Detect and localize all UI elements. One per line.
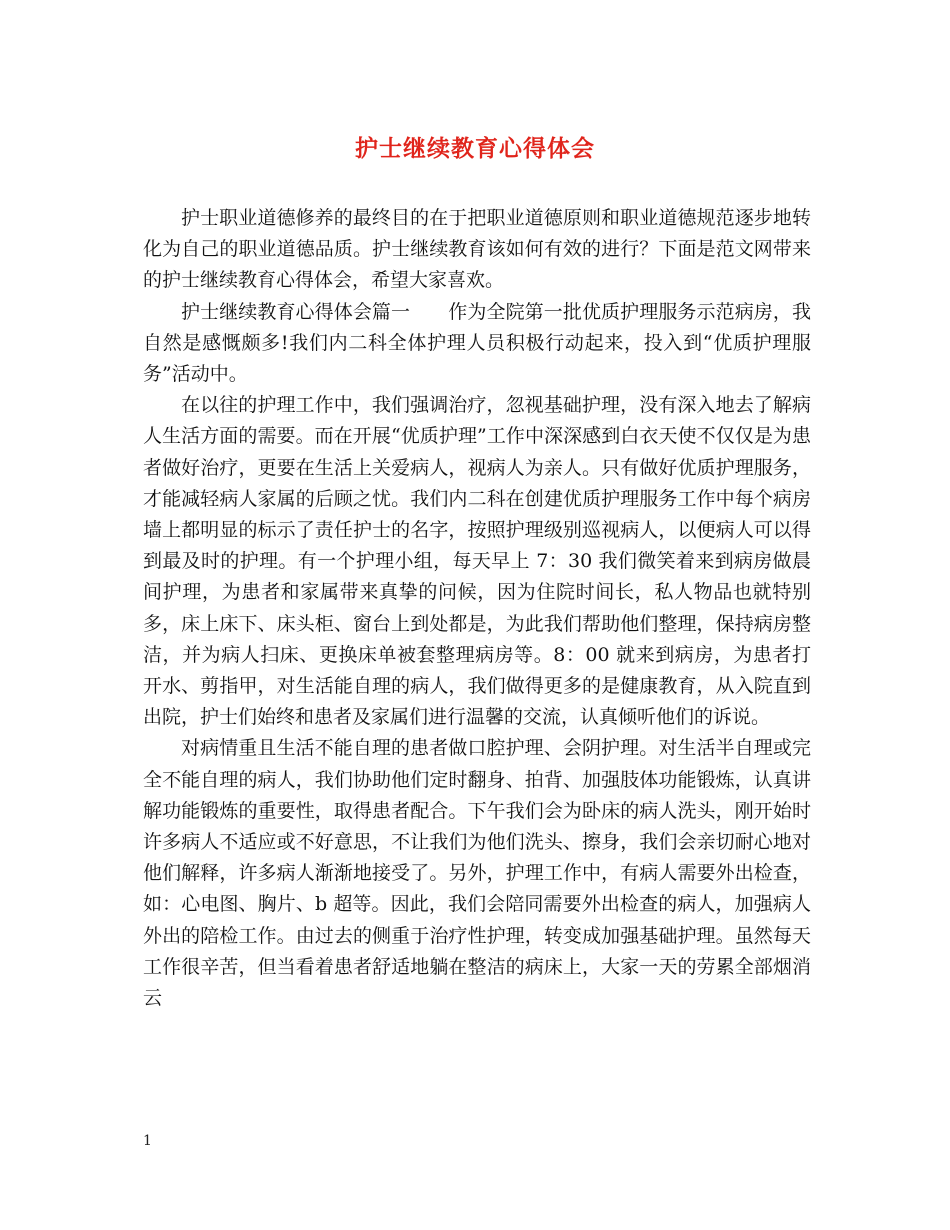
- paragraph-daily-care: 在以往的护理工作中，我们强调治疗，忽视基础护理，没有深入地去了解病人生活方面的需要。而在开展“优质护理”工作中深深感到白衣天使不仅仅是为患者做好治疗，更要在生活上关爱病人，视病人为亲人。只有做好优质护理服务，才能减轻病人家属的后顾之忧。我们内二科在创建优质护理服务工作中每个病房墙上都明显的标示了责任护士的名字，按照护理级别巡视病人，以便病人可以得到最及时的护理。有一个护理小组，每天早上 7：30 我们微笑着来到病房做晨间护理，为患者和家属带来真挚的问候，因为住院时间长，私人物品也就特别多，床上床下、床头柜、窗台上到处都是，为此我们帮助他们整理，保持病房整洁，并为病人扫床、更换床单被套整理病房等。8：00 就来到病房，为患者打开水、剪指甲，对生活能自理的病人，我们做得更多的是健康教育，从入院直到出院，护士们始终和患者及家属们进行温馨的交流，认真倾听他们的诉说。: [143, 394, 811, 729]
- paragraph-critical-care: 对病情重且生活不能自理的患者做口腔护理、会阴护理。对生活半自理或完全不能自理的病人，我们协助他们定时翻身、拍背、加强肢体功能锻炼，认真讲解功能锻炼的重要性，取得患者配合。下午我们会为卧床的病人洗头，刚开始时许多病人不适应或不好意思，不让我们为他们洗头、擦身，我们会亲切耐心地对他们解释，许多病人渐渐地接受了。另外，护理工作中，有病人需要外出检查，如：心电图、胸片、b 超等。因此，我们会陪同需要外出检查的病人，加强病人外出的陪检工作。由过去的侧重于治疗性护理，转变成加强基础护理。虽然每天工作很辛苦，但当看着患者舒适地躺在整洁的病床上，大家一天的劳累全部烟消云: [143, 737, 811, 1010]
- paragraph-intro: 护士职业道德修养的最终目的在于把职业道德原则和职业道德规范逐步地转化为自己的职业道德品质。护士继续教育该如何有效的进行？下面是范文网带来的护士继续教育心得体会，希望大家喜欢。: [143, 207, 811, 292]
- paragraph-part-one: 护士继续教育心得体会篇一 作为全院第一批优质护理服务示范病房，我自然是感慨颇多!我们内二科全体护理人员积极行动起来，投入到“优质护理服务”活动中。: [143, 300, 811, 386]
- page-number: 1: [143, 1133, 152, 1149]
- document-body: [143, 203, 811, 1014]
- document-title: 护士继续教育心得体会: [355, 135, 595, 162]
